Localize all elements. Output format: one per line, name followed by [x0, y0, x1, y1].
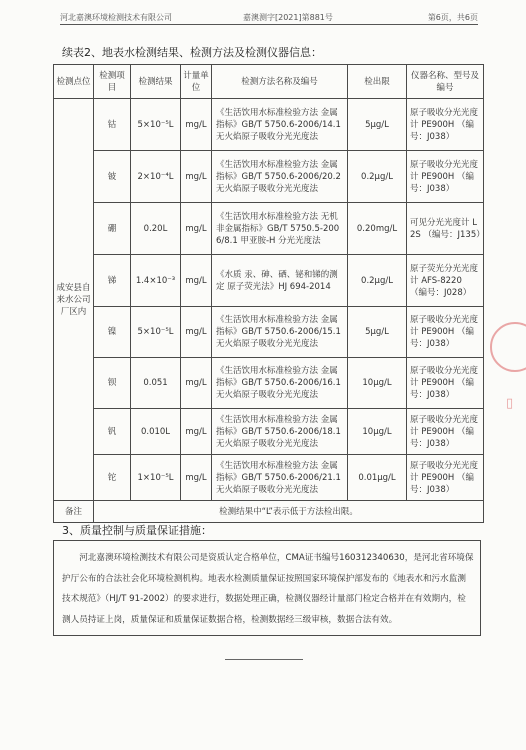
location-cell: 成安县自来水公司厂区内: [54, 99, 94, 501]
limit-cell: 0.2μg/L: [348, 151, 407, 203]
quality-control-text: 河北嘉澳环境检测技术有限公司是资质认定合格单位，CMA证书编号160312340630，是河北省环境保护厅公布的合法社会化环境检测机构。地表水检测质量保证按照国家环境保护部发布的《地表水和污水监测技术规范》（HJ/T 91-2002）的要求进行，数据处理正确，检测仪器经计量部门检定合格并在有效期内，检测人员持证上岗，质量保证和质量保证数据合格，检测数据经三级审核，数据合法有效。: [62, 553, 474, 625]
result-cell: 0.20L: [131, 203, 181, 255]
col-header-result: 检测结果: [131, 65, 181, 99]
instrument-cell: 原子吸收分光光度计 PE900H （编号：J038）: [407, 409, 484, 455]
method-cell: 《生活饮用水标准检验方法 金属指标》GB/T 5750.6-2006/14.1 无火焰原子吸收分光光度法: [212, 99, 348, 151]
unit-cell: mg/L: [181, 409, 212, 455]
unit-cell: mg/L: [181, 358, 212, 409]
method-cell: 《生活饮用水标准检验方法 无机非金属指标》GB/T 5750.5-2006/8.1 甲亚胺-H 分光光度法: [212, 203, 348, 255]
result-cell: 5×10⁻⁵L: [131, 99, 181, 151]
instrument-cell: 原子吸收分光光度计 PE900H （编号：J038）: [407, 151, 484, 203]
result-cell: 0.051: [131, 358, 181, 409]
col-header-item: 检测项目: [94, 65, 131, 99]
end-line: [225, 659, 303, 660]
quality-control-box: [53, 540, 481, 636]
item-cell: 锑: [94, 255, 131, 307]
method-cell: 《生活饮用水标准检验方法 金属指标》GB/T 5750.6-2006/15.1 无火焰原子吸收分光光度法: [212, 307, 348, 358]
header-company: 河北嘉澳环境检测技术有限公司: [60, 13, 172, 22]
remark-label: 备注: [54, 501, 94, 523]
instrument-cell: 原子荧光分光光度计 AFS-8220 （编号：J028）: [407, 255, 484, 307]
item-cell: 钴: [94, 99, 131, 151]
unit-cell: mg/L: [181, 99, 212, 151]
instrument-cell: 原子吸收分光光度计 PE900H （编号：J038）: [407, 455, 484, 501]
table-row: [54, 307, 484, 358]
unit-cell: mg/L: [181, 203, 212, 255]
limit-cell: 0.01μg/L: [348, 455, 407, 501]
limit-cell: 10μg/L: [348, 358, 407, 409]
method-cell: 《生活饮用水标准检验方法 金属指标》GB/T 5750.6-2006/16.1 无火焰原子吸收分光光度法: [212, 358, 348, 409]
table-header-row: [54, 65, 484, 99]
method-cell: 《生活饮用水标准检验方法 金属指标》GB/T 5750.6-2006/18.1 无火焰原子吸收分光光度法: [212, 409, 348, 455]
item-cell: 钡: [94, 358, 131, 409]
remark-row: [54, 501, 484, 523]
limit-cell: 5μg/L: [348, 99, 407, 151]
table-row: [54, 409, 484, 455]
seal-stamp: [490, 322, 526, 372]
unit-cell: mg/L: [181, 455, 212, 501]
remark-text: 检测结果中“L”表示低于方法检出限。: [94, 501, 484, 523]
results-table: [53, 64, 484, 523]
method-cell: 《水质 汞、砷、硒、铋和锑的测定 原子荧光法》HJ 694-2014: [212, 255, 348, 307]
item-cell: 铍: [94, 151, 131, 203]
unit-cell: mg/L: [181, 255, 212, 307]
result-cell: 5×10⁻⁵L: [131, 307, 181, 358]
col-header-location: 检测点位: [54, 65, 94, 99]
seal-stamp-fragment: ▯: [506, 396, 514, 411]
item-cell: 硼: [94, 203, 131, 255]
col-header-unit: 计量单位: [181, 65, 212, 99]
limit-cell: 5μg/L: [348, 307, 407, 358]
method-cell: 《生活饮用水标准检验方法 金属指标》GB/T 5750.6-2006/20.2 无火焰原子吸收分光光度法: [212, 151, 348, 203]
limit-cell: 0.2μg/L: [348, 255, 407, 307]
result-cell: 1×10⁻⁵L: [131, 455, 181, 501]
header-page-number: 第6页，共6页: [427, 13, 478, 22]
table-row: [54, 203, 484, 255]
item-cell: 镍: [94, 307, 131, 358]
result-cell: 1.4×10⁻³: [131, 255, 181, 307]
header-divider: [60, 24, 478, 25]
limit-cell: 10μg/L: [348, 409, 407, 455]
limit-cell: 0.20mg/L: [348, 203, 407, 255]
table-row: [54, 455, 484, 501]
instrument-cell: 原子吸收分光光度计 PE900H （编号：J038）: [407, 358, 484, 409]
table-caption: 续表2、地表水检测结果、检测方法及检测仪器信息：: [62, 46, 322, 59]
table-row: [54, 99, 484, 151]
col-header-instrument: 仪器名称、型号及编号: [407, 65, 484, 99]
table-row: [54, 151, 484, 203]
col-header-limit: 检出限: [348, 65, 407, 99]
table-row: [54, 358, 484, 409]
table-row: [54, 255, 484, 307]
method-cell: 《生活饮用水标准检验方法 金属指标》GB/T 5750.6-2006/21.1 无火焰原子吸收分光光度法: [212, 455, 348, 501]
item-cell: 铊: [94, 455, 131, 501]
result-cell: 0.010L: [131, 409, 181, 455]
result-cell: 2×10⁻⁴L: [131, 151, 181, 203]
header-report-number: 嘉澳测字[2021]第881号: [243, 13, 333, 22]
instrument-cell: 原子吸收分光光度计 PE900H （编号：J038）: [407, 307, 484, 358]
page-header: [60, 8, 478, 24]
instrument-cell: 原子吸收分光光度计 PE900H （编号：J038）: [407, 99, 484, 151]
item-cell: 钒: [94, 409, 131, 455]
col-header-method: 检测方法名称及编号: [212, 65, 348, 99]
instrument-cell: 可见分光光度计 L2S （编号：J135）: [407, 203, 484, 255]
unit-cell: mg/L: [181, 151, 212, 203]
section-3-title: 3、质量控制与质量保证措施：: [62, 524, 212, 537]
unit-cell: mg/L: [181, 307, 212, 358]
